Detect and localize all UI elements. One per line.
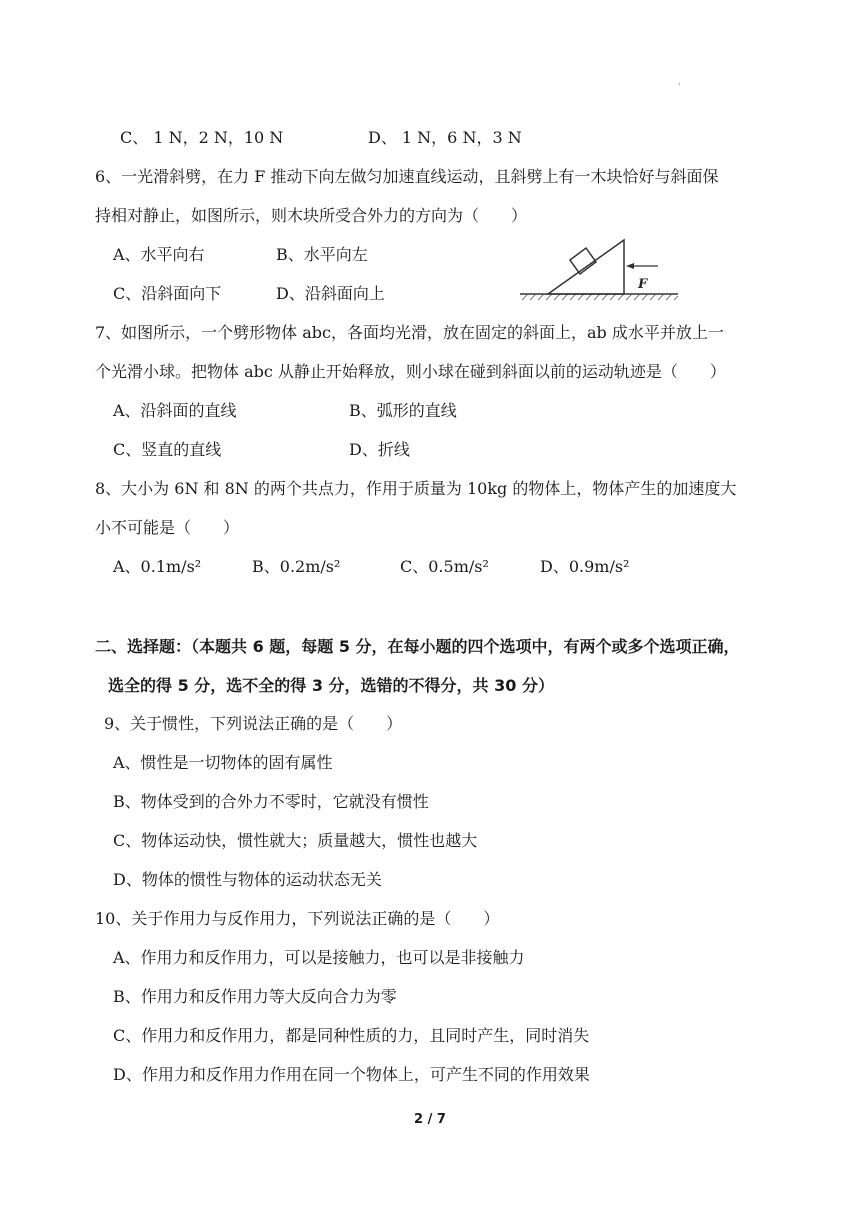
q10-option-b: B、作用力和反作用力等大反向合力为零 — [113, 987, 397, 1006]
q8-option-c: C、0.5m/s² — [400, 557, 489, 576]
q9-stem: 9、关于惯性，下列说法正确的是（ ） — [104, 714, 403, 733]
q10-option-a: A、作用力和反作用力，可以是接触力，也可以是非接触力 — [113, 948, 525, 967]
q8-option-d: D、0.9m/s² — [540, 557, 630, 576]
page-number: 2 / 7 — [414, 1112, 446, 1127]
q10-stem: 10、关于作用力与反作用力，下列说法正确的是（ ） — [95, 909, 500, 928]
q6-stem-line1: 6、一光滑斜劈，在力 F 推动下向左做匀加速直线运动，且斜劈上有一木块恰好与斜面保 — [95, 167, 719, 186]
q8-stem-line1: 8、大小为 6N 和 8N 的两个共点力，作用于质量为 10kg 的物体上，物体产生的加速度大 — [95, 479, 737, 498]
q9-option-c: C、物体运动快，惯性就大；质量越大，惯性也越大 — [113, 831, 478, 850]
q5-option-c: C、 1 N，2 N，10 N — [120, 128, 284, 147]
q9-option-a: A、惯性是一切物体的固有属性 — [113, 753, 333, 772]
wood-block — [570, 248, 596, 274]
corner-mark: ' — [678, 82, 681, 91]
q7-option-c: C、竖直的直线 — [113, 440, 222, 459]
wedge-figure — [518, 236, 682, 306]
q7-option-a: A、沿斜面的直线 — [113, 401, 237, 420]
q9-option-b: B、物体受到的合外力不零时，它就没有惯性 — [113, 792, 429, 811]
q7-option-b: B、弧形的直线 — [349, 401, 457, 420]
q6-option-a: A、水平向右 — [113, 245, 205, 264]
q8-option-b: B、0.2m/s² — [252, 557, 341, 576]
q7-stem-line1: 7、如图所示，一个劈形物体 abc，各面均光滑，放在固定的斜面上，ab 成水平并放上一 — [95, 323, 724, 342]
q6-option-c: C、沿斜面向下 — [113, 284, 222, 303]
q6-stem-line2: 持相对静止，如图所示，则木块所受合外力的方向为（ ） — [95, 206, 528, 225]
q9-option-d: D、物体的惯性与物体的运动状态无关 — [113, 870, 382, 889]
q6-option-b: B、水平向左 — [276, 245, 368, 264]
q8-option-a: A、0.1m/s² — [113, 557, 202, 576]
q7-option-d: D、折线 — [349, 440, 410, 459]
q5-option-d: D、 1 N，6 N，3 N — [368, 128, 522, 147]
section2-heading-line2: 选全的得 5 分，选不全的得 3 分，选错的不得分，共 30 分） — [108, 676, 554, 695]
q10-option-c: C、作用力和反作用力，都是同种性质的力，且同时产生，同时消失 — [113, 1026, 590, 1045]
q6-option-d: D、沿斜面向上 — [276, 284, 385, 303]
force-label: F — [638, 277, 648, 292]
q8-stem-line2: 小不可能是（ ） — [95, 518, 240, 537]
force-arrow — [626, 263, 658, 269]
q7-stem-line2: 个光滑小球。把物体 abc 从静止开始释放，则小球在碰到斜面以前的运动轨迹是（ ） — [95, 362, 726, 381]
section2-heading-line1: 二、选择题：（本题共 6 题，每题 5 分，在每小题的四个选项中，有两个或多个选项正确， — [95, 637, 740, 656]
ground-hatching — [520, 294, 678, 300]
q10-option-d: D、作用力和反作用力作用在同一个物体上，可产生不同的作用效果 — [113, 1065, 590, 1084]
